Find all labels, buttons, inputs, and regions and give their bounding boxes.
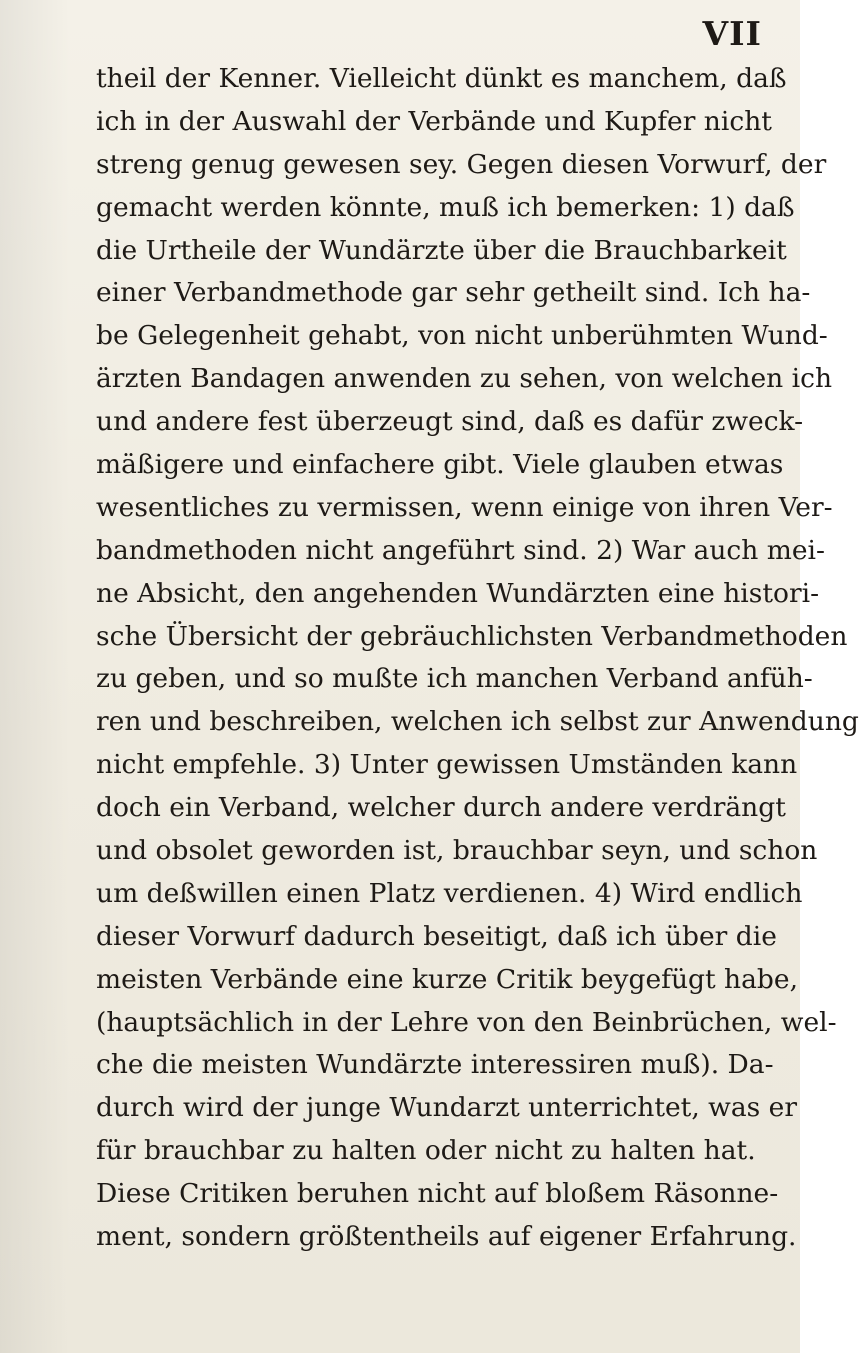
text-line: (hauptsächlich in der Lehre von den Beinbrüchen, wel- <box>96 1006 837 1038</box>
text-line: doch ein Verband, welcher durch andere verdrängt <box>96 792 786 824</box>
text-line: durch wird der junge Wundarzt unterrichtet, was er <box>96 1092 798 1124</box>
text-line: dieser Vorwurf dadurch beseitigt, daß ich über die <box>96 920 777 952</box>
text-line: zu geben, und so mußte ich manchen Verband anfüh- <box>96 663 813 695</box>
text-line: um deßwillen einen Platz verdienen. 4) Wird endlich <box>96 877 803 909</box>
text-line: nicht empfehle. 3) Unter gewissen Umständen kann <box>96 749 798 781</box>
text-line: mäßigere und einfachere gibt. Viele glauben etwas <box>96 449 784 481</box>
text-line: be Gelegenheit gehabt, von nicht unberühmten Wund- <box>96 320 828 352</box>
text-line: theil der Kenner. Vielleicht dünkt es manchem, daß <box>96 63 787 94</box>
text-line: ne Absicht, den angehenden Wundärzten eine histori- <box>96 577 820 609</box>
text-line: bandmethoden nicht angeführt sind. 2) War auch mei- <box>96 534 825 566</box>
text-line: und obsolet geworden ist, brauchbar seyn, und schon <box>96 835 818 867</box>
text-line: wesentliches zu vermissen, wenn einige von ihren Ver- <box>96 491 833 523</box>
text-line: gemacht werden könnte, muß ich bemerken: 1) daß <box>96 191 795 223</box>
text-line: ren und beschreiben, welchen ich selbst zur Anwendung <box>96 706 859 738</box>
text-line: meisten Verbände eine kurze Critik beygefügt habe, <box>96 963 798 995</box>
page-gutter-shadow <box>0 0 70 1353</box>
text-line: streng genug gewesen sey. Gegen diesen Vorwurf, der <box>96 148 827 180</box>
text-line: ment, sondern größtentheils auf eigener Erfahrung. <box>96 1221 797 1253</box>
page-number: VII <box>702 14 762 53</box>
text-line: Diese Critiken beruhen nicht auf bloßem Räsonne- <box>96 1178 779 1210</box>
body-text <box>96 58 859 1259</box>
text-line: ärzten Bandagen anwenden zu sehen, von welchen ich <box>96 363 833 395</box>
text-line: die Urtheile der Wundärzte über die Brauchbarkeit <box>96 234 787 266</box>
text-line: che die meisten Wundärzte interessiren muß). Da- <box>96 1049 774 1081</box>
text-line: und andere fest überzeugt sind, daß es dafür zweck- <box>96 406 804 438</box>
text-line: sche Übersicht der gebräuchlichsten Verbandmethoden <box>96 620 848 652</box>
text-line: ich in der Auswahl der Verbände und Kupfer nicht <box>96 105 772 137</box>
text-line: einer Verbandmethode gar sehr getheilt sind. Ich ha- <box>96 277 811 309</box>
text-line: für brauchbar zu halten oder nicht zu halten hat. <box>96 1135 756 1167</box>
